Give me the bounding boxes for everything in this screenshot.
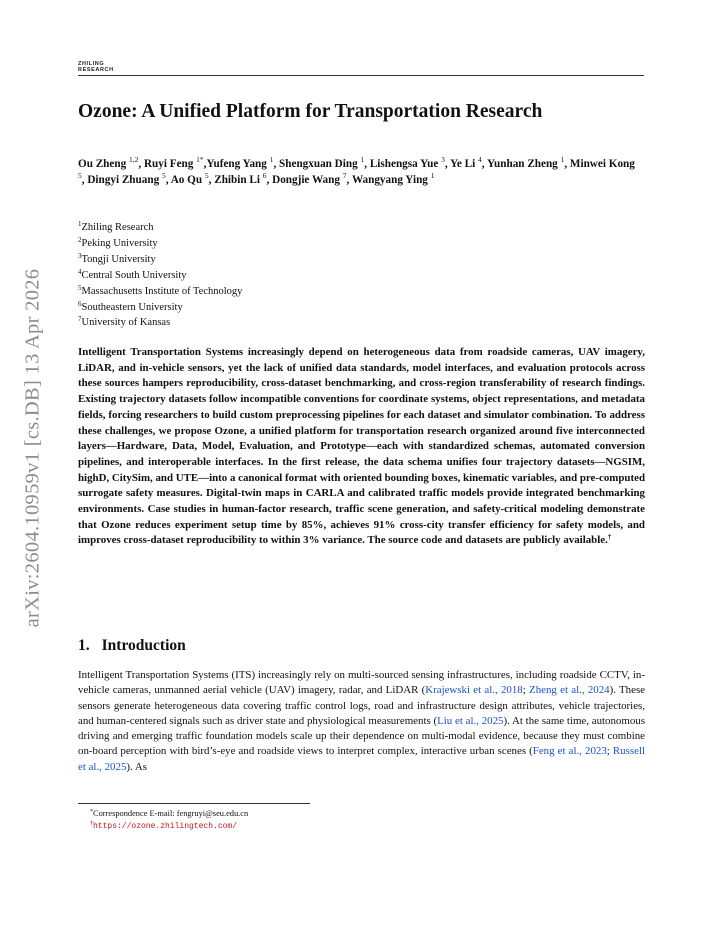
author-affiliation-mark: 5 xyxy=(204,171,209,180)
section-number: 1. xyxy=(78,637,90,654)
affiliation-item xyxy=(78,236,242,252)
author-list xyxy=(78,156,644,188)
affiliation-number: 3 xyxy=(78,251,82,260)
intro-text: ; xyxy=(522,684,530,697)
author-separator: , xyxy=(564,158,570,170)
affiliation-item xyxy=(78,315,242,331)
intro-text: ). These sensors generate heterogeneous data covering traffic control logs, road and infrastructure design attributes, vehicle trajectories, and human-centered signals such as driver state and physiological measurements ( xyxy=(78,684,646,727)
author-separator: , xyxy=(266,174,273,186)
author-affiliation-mark: 6 xyxy=(262,171,267,180)
author-name: Ao Qu xyxy=(170,174,203,186)
section-heading-introduction xyxy=(78,637,186,655)
author-name: Ye Li xyxy=(450,158,476,170)
affiliation-name: Peking University xyxy=(81,237,158,249)
author-affiliation-mark: 5 xyxy=(78,171,82,180)
affiliation-name: Massachusetts Institute of Technology xyxy=(81,285,243,297)
author-affiliation-mark: 3 xyxy=(441,155,445,164)
author-affiliation-mark: 5 xyxy=(161,171,166,180)
author-separator: , xyxy=(203,158,207,170)
author-separator: , xyxy=(364,158,370,170)
affiliation-name: Zhiling Research xyxy=(81,222,154,233)
author-name: Wangyang Ying xyxy=(351,174,428,186)
affiliation-name: Southeastern University xyxy=(81,301,183,313)
author-separator: , xyxy=(273,158,280,170)
citation-link[interactable]: Liu et al., 2025 xyxy=(437,714,504,727)
author-affiliation-mark: 1 xyxy=(560,155,565,164)
author-name: Minwei Kong xyxy=(569,158,635,170)
author-name: Dongjie Wang xyxy=(272,174,340,186)
author-affiliation-mark: 1 xyxy=(360,155,365,164)
zhiling-research-logo: ZHILING RESEARCH xyxy=(78,61,114,73)
author-name: Ruyi Feng xyxy=(143,158,194,170)
arxiv-id: arXiv:2604.10959v1 [cs.DB] 13 Apr 2026 xyxy=(21,268,44,628)
introduction-paragraph xyxy=(78,668,645,775)
affiliation-number: 2 xyxy=(78,235,82,244)
author-separator: , xyxy=(444,158,451,170)
author-affiliation-mark: 1,2 xyxy=(128,155,139,164)
abstract-footnote-mark: † xyxy=(607,533,612,542)
affiliation-item xyxy=(78,220,242,236)
affiliation-number: 7 xyxy=(78,315,82,324)
author-affiliation-mark: 1 xyxy=(269,155,274,164)
affiliation-number: 4 xyxy=(78,267,82,276)
affiliation-item xyxy=(78,252,242,268)
author-affiliation-mark: 1* xyxy=(196,155,204,164)
intro-text: Intelligent Transportation Systems (ITS) increasingly rely on multi-sourced sensing infrastructures, including roadside CCTV, in-vehicle cameras, unmanned aerial vehicle (UAV) imagery, radar, and LiDAR ( xyxy=(78,669,645,697)
author-name: Yunhan Zheng xyxy=(486,158,558,170)
intro-text: ). As xyxy=(126,760,147,773)
affiliation-name: Central South University xyxy=(81,269,187,281)
section-title: Introduction xyxy=(101,637,186,654)
citation-link[interactable]: Russell et al., 2025 xyxy=(78,745,645,773)
author-name: Yufeng Yang xyxy=(206,158,267,170)
affiliation-number: 5 xyxy=(78,283,82,292)
footnotes xyxy=(90,808,248,833)
author-affiliation-mark: 7 xyxy=(342,171,347,180)
arxiv-watermark xyxy=(18,258,48,638)
affiliation-item xyxy=(78,300,242,316)
citation-link[interactable]: Krajewski et al., 2018 xyxy=(425,684,523,697)
header-rule xyxy=(78,75,644,76)
affiliation-number: 1 xyxy=(78,220,82,228)
footnote-rule xyxy=(78,803,310,804)
url-footnote: †https://ozone.zhilingtech.com/ xyxy=(90,821,238,831)
author-name: Zhibin Li xyxy=(214,174,260,186)
author-name: Dingyi Zhuang xyxy=(87,174,160,186)
intro-text: ). At the same time, autonomous driving and emerging traffic foundation models scale up their dependence on multi-modal evidence, because they must combine on-board perception with bird’s-eye and roadside views to interpret complex, interactive urban scenes ( xyxy=(78,714,645,758)
affiliation-item xyxy=(78,284,242,300)
affiliation-name: Tongji University xyxy=(81,253,156,265)
author-separator: , xyxy=(346,174,352,186)
citation-link[interactable]: Feng et al., 2023 xyxy=(532,745,607,758)
affiliation-number: 6 xyxy=(78,299,82,308)
project-url-link[interactable]: https://ozone.zhilingtech.com/ xyxy=(93,822,238,831)
paper-title: Ozone: A Unified Platform for Transportation Research xyxy=(78,101,543,122)
author-affiliation-mark: 4 xyxy=(478,155,482,164)
author-name: Lishengsa Yue xyxy=(369,158,439,170)
author-affiliation-mark: 1 xyxy=(430,171,435,180)
author-separator: , xyxy=(138,158,144,170)
author-name: Ou Zheng xyxy=(78,158,127,170)
abstract-text: Intelligent Transportation Systems increasingly depend on heterogeneous data from roadside cameras, UAV imagery, LiDAR, and in-vehicle sensors, yet the lack of unified data standards, model interfaces, and evaluation protocols across these sources hampers reproducibility, cross-dataset benchmarking, and cross-region transferability of research findings. Existing trajectory datasets follow incompatible conventions for coordinate systems, object representations, and metadata fields, forcing researchers to build custom preprocessing pipelines for each dataset and simulator combination. To address these challenges, we propose Ozone, a unified platform for transportation research organized around five interconnected layers—Hardware, Data, Model, Evaluation, and Prototype—each with standardized schemas, automated conversion pipelines, and interoperable interfaces. In the first release, the data schema unifies four trajectory datasets—NGSIM, highD, CitySim, and UTE—into a canonical format with oriented bounding boxes, kinematic variables, and pre-computed surrogate safety measures. Digital-twin maps in CARLA and calibrated traffic models provide integrated benchmarking environments. Case studies in human-factor research, traffic scene generation, and safety-critical modeling demonstrate that Ozone reduces experiment setup time by 85%, achieves 91% cross-city transfer efficiency for safety models, and improves cross-dataset reproducibility to within 3% variance. The source code and datasets are publicly available. xyxy=(78,346,645,547)
author-separator: , xyxy=(81,174,88,186)
affiliation-name: University of Kansas xyxy=(81,317,171,329)
author-name: Shengxuan Ding xyxy=(279,158,358,170)
author-separator: , xyxy=(481,158,487,170)
abstract xyxy=(78,345,645,549)
author-separator: , xyxy=(165,174,171,186)
citation-link[interactable]: Zheng et al., 2024 xyxy=(529,684,610,697)
affiliation-item xyxy=(78,268,242,284)
intro-text: ; xyxy=(606,745,613,758)
correspondence-footnote: *Correspondence E-mail: fengruyi@seu.edu.cn xyxy=(90,809,249,818)
affiliation-list xyxy=(78,220,242,331)
author-separator: , xyxy=(208,174,215,186)
